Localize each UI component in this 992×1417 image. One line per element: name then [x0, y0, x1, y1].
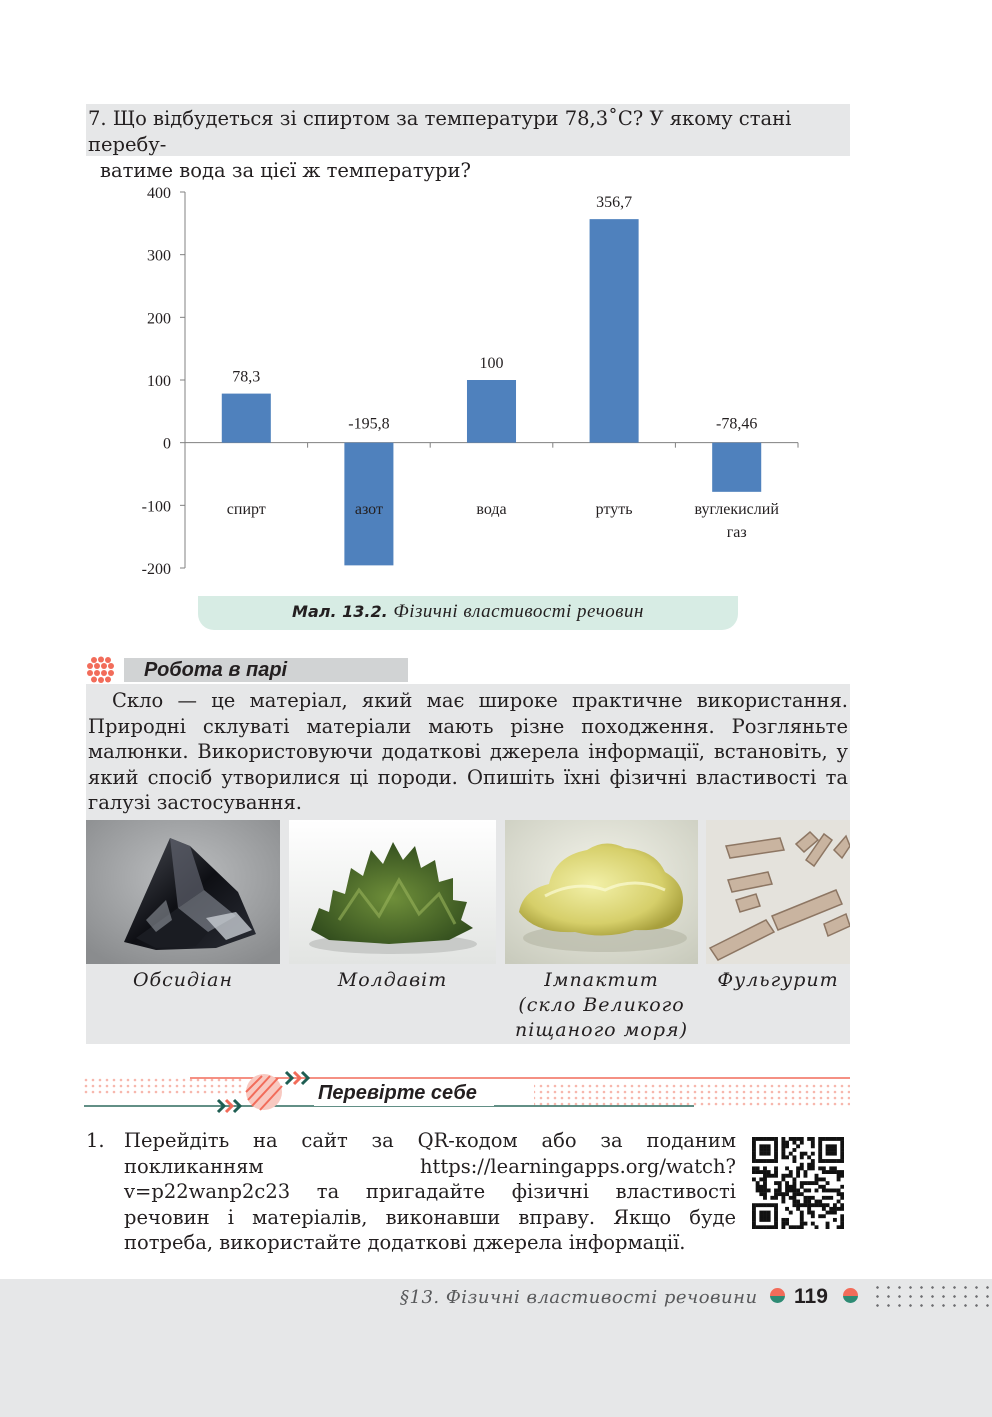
- pair-work-header: [84, 656, 326, 684]
- properties-bar-chart: [100, 170, 820, 590]
- impactite-line-3: піщаного моря): [514, 1019, 689, 1041]
- page-number: 119: [794, 1285, 828, 1308]
- value-label-0: 78,3: [232, 368, 261, 386]
- task-1: [86, 1128, 736, 1256]
- pair-work-icon: [84, 656, 118, 684]
- qr-code-icon[interactable]: [752, 1137, 844, 1229]
- bar-0: [222, 394, 271, 443]
- photo-label-moldavite: Молдавіт: [337, 969, 448, 991]
- photo-label-fulgurite: Фульгурит: [717, 969, 839, 991]
- question-number: 7.: [88, 107, 107, 130]
- y-tick-label-3: 100: [147, 373, 171, 390]
- category-label-3-0: ртуть: [595, 501, 633, 518]
- check-yourself-title: Перевірте себе: [314, 1080, 494, 1106]
- figure-caption: [198, 596, 738, 630]
- y-tick-label-4: 0: [163, 435, 171, 453]
- chart-labels: [142, 185, 780, 578]
- impactite-line-2: (скло Великого: [518, 994, 685, 1016]
- photo-impactite: [505, 820, 698, 964]
- photo-obsidian: [86, 820, 280, 964]
- question-7: [86, 104, 850, 182]
- pair-work-title: Робота в парі: [124, 658, 408, 682]
- y-tick-label-6: -200: [141, 561, 171, 578]
- page-dot-right-icon: [843, 1288, 858, 1303]
- category-label-0-0: спирт: [226, 501, 266, 518]
- task-number: 1.: [86, 1129, 105, 1152]
- photo-label-obsidian: Обсидіан: [132, 969, 233, 991]
- page-dot-left-icon: [770, 1288, 785, 1303]
- y-tick-label-2: 200: [147, 310, 171, 328]
- pair-work-text: [86, 688, 850, 816]
- y-tick-label-5: -100: [141, 498, 171, 516]
- photo-moldavite: [289, 820, 496, 964]
- category-label-4-1: газ: [726, 524, 747, 541]
- y-tick-label-1: 300: [147, 247, 171, 265]
- footer-section-title: §13. Фізичні властивості речовини: [400, 1287, 758, 1308]
- pair-work-paragraph: Скло — це матеріал, який має широке практичне використання. Природні склуваті матеріали мають різне походження. Розгляньте малюнки. Використовуючи додаткові джерела інформації, встановіть, у який спосіб утворилися ці породи. Опишіть їхні фізичні властивості та галузі застосування.: [88, 689, 848, 814]
- photo-fulgurite: [706, 820, 850, 964]
- value-label-1: -195,8: [348, 415, 390, 433]
- bar-4: [712, 443, 761, 492]
- question-line-2: ватиме вода за цієї ж температури?: [100, 159, 471, 182]
- caption-text: Фізичні властивості речовин: [393, 601, 644, 622]
- photo-label-impactite: [505, 968, 698, 1043]
- caption-label: Мал. 13.2.: [292, 602, 388, 621]
- category-label-1-0: азот: [354, 501, 383, 518]
- bar-2: [467, 380, 516, 443]
- value-label-3: 356,7: [596, 194, 633, 212]
- y-tick-label-0: 400: [147, 185, 171, 202]
- hatched-circle-icon: [246, 1074, 282, 1110]
- question-line-1: Що відбудеться зі спиртом за температури 78,3˚С? У якому стані перебу-: [88, 107, 792, 156]
- bar-3: [590, 219, 639, 443]
- impactite-line-1: Імпактит: [544, 969, 659, 991]
- dot-grid-decoration: [872, 1283, 992, 1309]
- value-label-4: -78,46: [716, 415, 758, 433]
- task-text: Перейдіть на сайт за QR-кодом або за поданим покликанням https://learningapps.org/watch?v=p22wanp2c23 та пригадайте фізичні властивості речовин і матеріалів, виконавши вправу. Якщо буде потреба, використайте додаткові джерела інформації.: [124, 1129, 736, 1254]
- category-label-2-0: вода: [476, 501, 507, 518]
- category-label-4-0: вуглекислий: [694, 501, 779, 518]
- value-label-2: 100: [479, 355, 504, 372]
